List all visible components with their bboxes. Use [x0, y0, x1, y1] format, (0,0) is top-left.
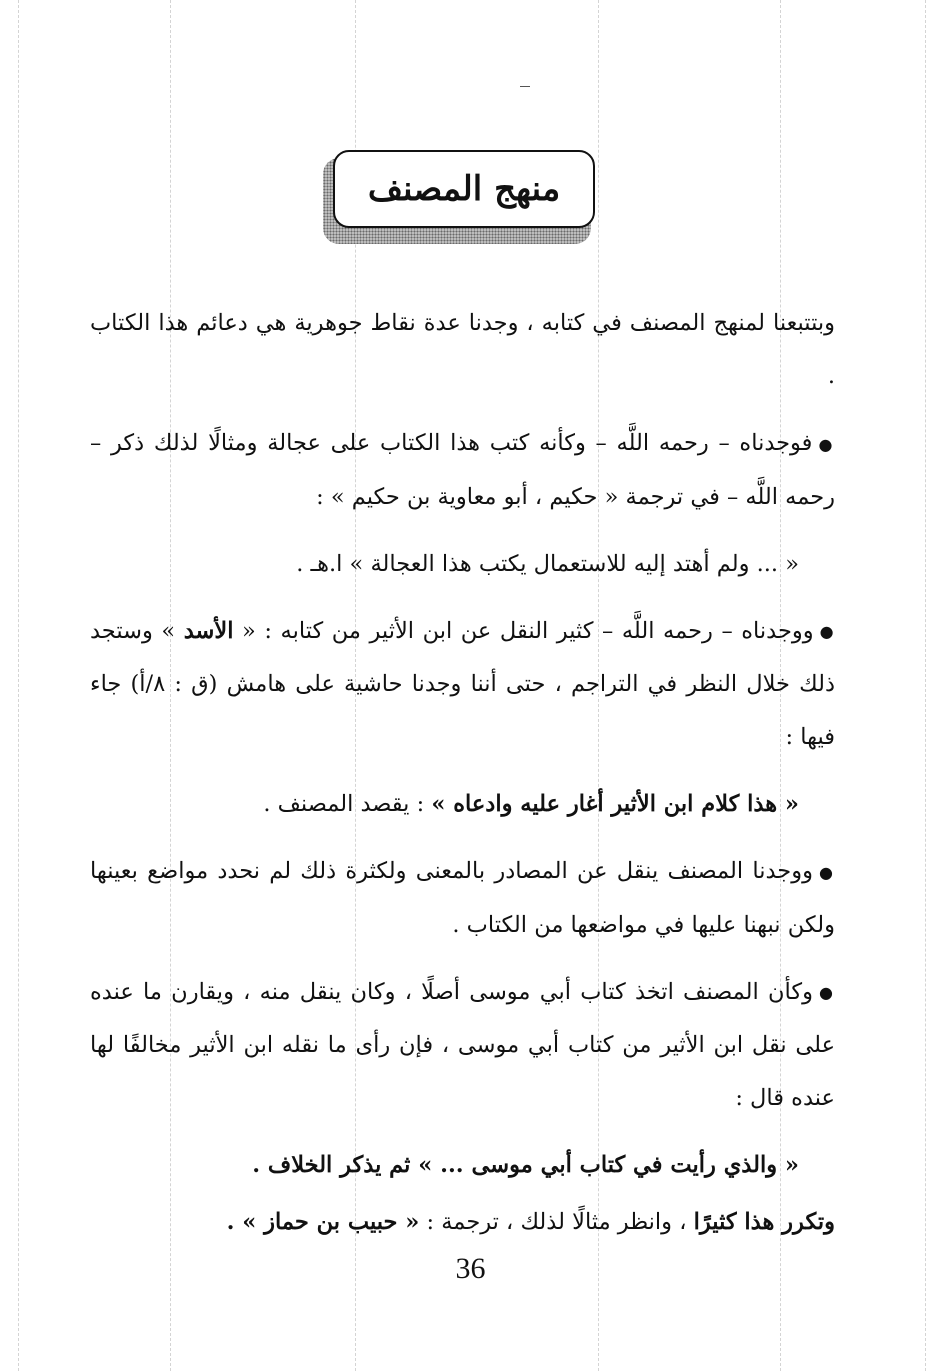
- bullet-icon: ●: [818, 862, 835, 882]
- heading-box: [333, 150, 595, 228]
- point-4-paragraph: [90, 966, 835, 1126]
- page-heading: منهج المصنف: [367, 169, 561, 209]
- point-4-text: وكأن المصنف اتخذ كتاب أبي موسى أصلًا ، وكان ينقل منه ، ويقارن ما عنده على نقل ابن الأثير من كتاب أبي موسى ، فإن رأى ما نقله ابن الأثير مخالفًا لها عنده قال :: [90, 978, 835, 1111]
- closing-text: ، وانظر مثالًا لذلك ، ترجمة :: [426, 1209, 687, 1235]
- intro-paragraph: وبتتبعنا لمنهج المصنف في كتابه ، وجدنا عدة نقاط جوهرية هي دعائم هذا الكتاب .: [90, 310, 835, 389]
- closing-name: « حبيب بن حماز » .: [226, 1209, 420, 1235]
- point-3-text: ووجدنا المصنف ينقل عن المصادر بالمعنى ولكثرة ذلك لم نحدد مواضع بعينها ولكن نبهنا عليها في مواضعها من الكتاب .: [90, 858, 835, 938]
- point-2-book-name: الأسد: [183, 617, 234, 644]
- margin-guide-line: [18, 0, 19, 1371]
- document-body: [90, 297, 835, 1263]
- heading-frame: [323, 150, 603, 246]
- page-number: 36: [455, 1252, 486, 1285]
- point-2-quote-rest: : يقصد المصنف .: [263, 791, 425, 817]
- point-1-quote: « ... ولم أهتد إليه للاستعمال يكتب هذا العجالة » ا.هـ .: [296, 550, 799, 577]
- point-2-quote-bold: « هذا كلام ابن الأثير أغار عليه وادعاه »: [431, 791, 799, 817]
- bullet-icon: ●: [819, 622, 835, 641]
- point-2-text-before: ووجدناه – رحمه اللَّه – كثير النقل عن ابن الأثير من كتابه : «: [242, 617, 814, 644]
- bullet-icon: ●: [818, 983, 835, 1002]
- point-4-quote: « والذي رأيت في كتاب أبي موسى ... » ثم يذكر الخلاف .: [252, 1152, 799, 1178]
- closing-bold: وتكرر هذا كثيرًا: [693, 1209, 835, 1235]
- top-dash-mark: [520, 86, 530, 87]
- point-2-text-after: » وستجد ذلك خلال النظر في التراجم ، حتى أننا وجدنا حاشية على هامش (ق : ٨/أ) جاء فيها :: [90, 617, 835, 750]
- point-1-paragraph: [90, 417, 835, 524]
- margin-guide-line: [925, 0, 926, 1371]
- closing-line: [90, 1196, 835, 1249]
- point-1-text: فوجدناه – رحمه اللَّه – وكأنه كتب هذا الكتاب على عجالة ومثالًا لذلك ذكر – رحمه اللَّه – في ترجمة « حكيم ، أبو معاوية بن حكيم » :: [90, 430, 835, 510]
- point-3-paragraph: [90, 845, 835, 952]
- point-2-paragraph: [90, 605, 835, 765]
- bullet-icon: ●: [818, 434, 835, 454]
- point-2-quote: [90, 778, 835, 831]
